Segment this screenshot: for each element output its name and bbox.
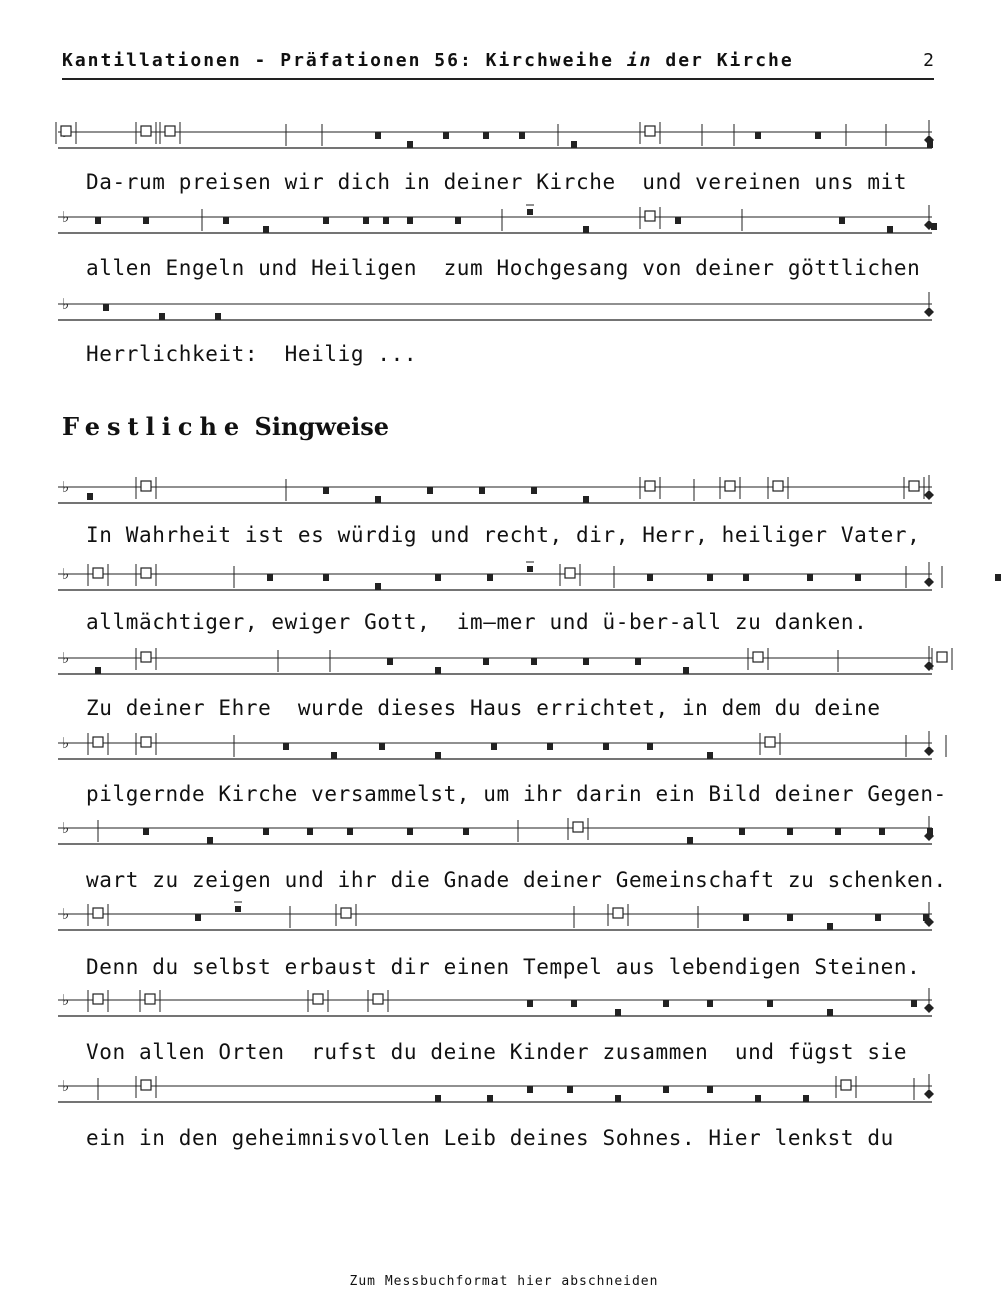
svg-text:♭: ♭ xyxy=(62,208,70,226)
svg-text:♭: ♭ xyxy=(62,905,70,923)
svg-text:♭: ♭ xyxy=(62,295,70,313)
svg-text:♭: ♭ xyxy=(62,565,70,583)
svg-text:♭: ♭ xyxy=(62,734,70,752)
lyric-line: Herrlichkeit: Heilig ... xyxy=(86,342,418,366)
chant-staff-11 xyxy=(58,1074,932,1102)
svg-text:♭: ♭ xyxy=(62,1077,70,1095)
svg-text:♭: ♭ xyxy=(62,649,70,667)
lyric-line: allen Engeln und Heiligen zum Hochgesang von deiner göttlichen xyxy=(86,256,921,280)
chant-staff-9 xyxy=(58,902,932,930)
section-title: Festliche Singweise xyxy=(62,412,390,441)
lyric-line: In Wahrheit ist es würdig und recht, dir, Herr, heiliger Vater, xyxy=(86,523,921,547)
chant-staff-3 xyxy=(58,292,932,320)
page-number: 2 xyxy=(923,50,934,71)
lyric-line: allmächtiger, ewiger Gott, im—mer und ü-ber-all zu danken. xyxy=(86,610,868,634)
chant-staff-2 xyxy=(58,205,932,233)
chant-staff-8 xyxy=(58,816,932,844)
chant-staff-7 xyxy=(58,731,932,759)
chant-staff-6 xyxy=(58,646,932,674)
footer-note: Zum Messbuchformat hier abschneiden xyxy=(349,1274,659,1289)
lyric-line: Denn du selbst erbaust dir einen Tempel aus lebendigen Steinen. xyxy=(86,955,921,979)
chant-staff-1 xyxy=(58,120,932,148)
chant-staff-5 xyxy=(58,562,932,590)
lyric-line: ein in den geheimnisvollen Leib deines Sohnes. Hier lenkst du xyxy=(86,1126,894,1150)
header-title: Kantillationen - Präfationen 56: Kirchweihe in der Kirche xyxy=(62,50,794,71)
chant-staff-10 xyxy=(58,988,932,1016)
lyric-line: Zu deiner Ehre wurde dieses Haus errichtet, in dem du deine xyxy=(86,696,881,720)
svg-text:♭: ♭ xyxy=(62,478,70,496)
svg-text:♭: ♭ xyxy=(62,991,70,1009)
lyric-line: wart zu zeigen und ihr die Gnade deiner Gemeinschaft zu schenken. xyxy=(86,868,947,892)
chant-staff-4 xyxy=(58,475,932,503)
lyric-line: Von allen Orten rufst du deine Kinder zusammen und fügst sie xyxy=(86,1040,908,1064)
lyric-line: Da-rum preisen wir dich in deiner Kirche und vereinen uns mit xyxy=(86,170,908,194)
svg-text:♭: ♭ xyxy=(62,819,70,837)
page-header xyxy=(62,50,934,80)
lyric-line: pilgernde Kirche versammelst, um ihr darin ein Bild deiner Gegen- xyxy=(86,782,947,806)
